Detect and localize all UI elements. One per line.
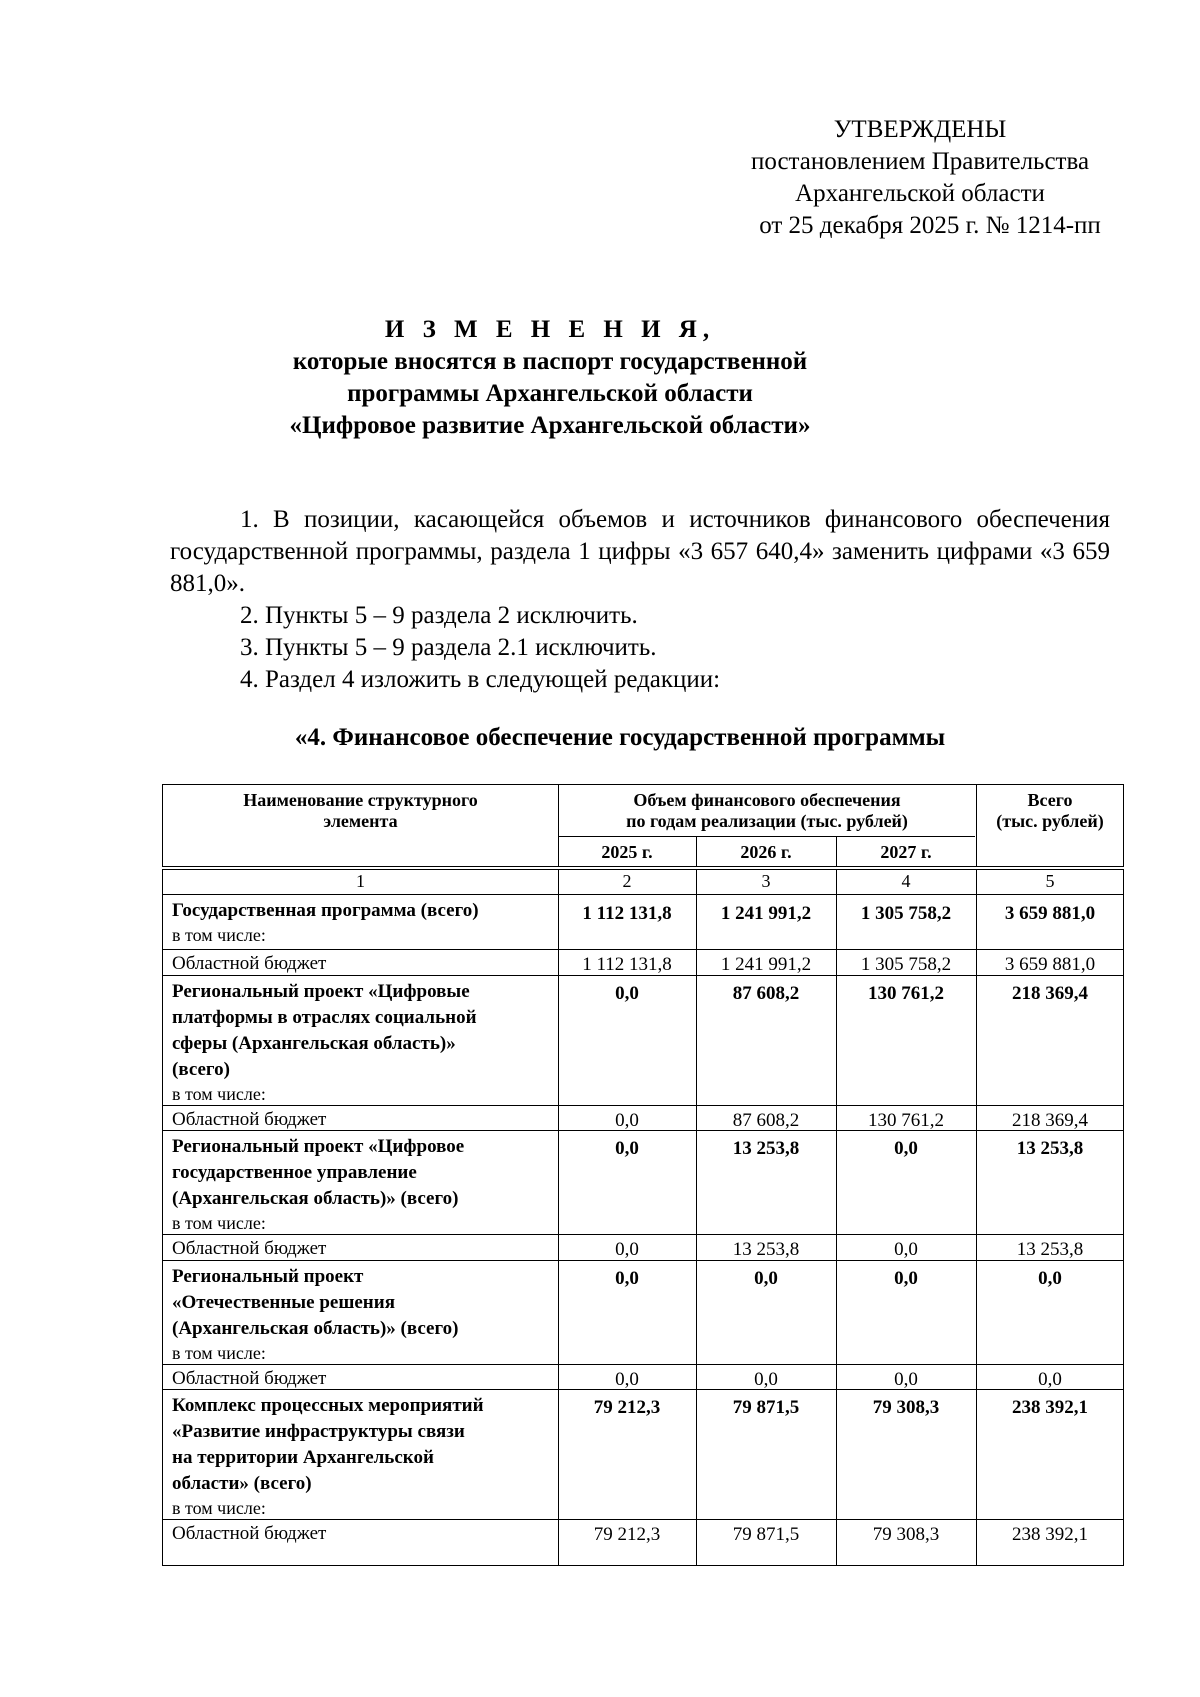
budget-2025: 0,0: [615, 1239, 639, 1260]
finance-table: [162, 869, 1124, 1566]
header-volume-line-1: Объем финансового обеспечения: [633, 790, 901, 810]
col-number-4: 4: [901, 871, 911, 891]
header-divider: [558, 836, 975, 837]
value-2027: 0,0: [894, 1138, 918, 1159]
value-2025: 0,0: [615, 1138, 639, 1159]
row-name-line: Региональный проект «Цифровые: [172, 981, 470, 1002]
paragraph-3: 3. Пункты 5 – 9 раздела 2.1 исключить.: [240, 634, 657, 661]
approval-line-date: от 25 декабря 2025 г. № 1214-пп: [759, 212, 1101, 239]
paragraph-4: 4. Раздел 4 изложить в следующей редакции:: [240, 666, 721, 693]
value-2026: 0,0: [754, 1268, 778, 1289]
header-volume-line-2: по годам реализации (тыс. рублей): [626, 811, 908, 831]
row-name-line: (Архангельская область)» (всего): [172, 1188, 459, 1209]
section-heading: «4. Финансовое обеспечение государственной программы: [294, 724, 946, 751]
budget-2026: 1 241 991,2: [720, 954, 812, 975]
budget-2026: 79 871,5: [732, 1524, 800, 1545]
row-name-line: сферы (Архангельская область)»: [172, 1033, 456, 1054]
paragraph-1: 1. В позиции, касающейся объемов и источников финансового обеспечения государственной программы, раздела 1 цифры «3 657 640,4» заменить цифрами «3 659 881,0».: [170, 506, 1110, 597]
row-divider: [163, 1130, 1123, 1131]
budget-label: Областной бюджет: [172, 1368, 327, 1389]
row-name-line: (всего): [172, 1059, 230, 1080]
budget-2025: 79 212,3: [593, 1524, 661, 1545]
budget-2027: 0,0: [894, 1239, 918, 1260]
document-title: [200, 314, 900, 442]
row-divider: [163, 1105, 1123, 1106]
col-number-3: 3: [761, 871, 771, 891]
row-domestic-solutions-name: [172, 1264, 552, 1364]
row-name-line: Региональный проект «Цифровое: [172, 1136, 465, 1157]
row-name-line: платформы в отраслях социальной: [172, 1007, 477, 1028]
value-2025: 0,0: [615, 1268, 639, 1289]
budget-2026: 87 608,2: [732, 1110, 800, 1131]
row-name-line: «Отечественные решения: [172, 1292, 395, 1313]
value-2025: 0,0: [615, 983, 639, 1004]
approval-title: УТВЕРЖДЕНЫ: [833, 116, 1007, 143]
budget-total: 218 369,4: [1012, 1110, 1088, 1131]
value-total: 238 392,1: [1012, 1397, 1088, 1418]
header-volume: [558, 790, 976, 832]
col-number-2: 2: [622, 871, 632, 891]
value-total: 0,0: [1038, 1268, 1062, 1289]
row-communication-infrastructure-name: [172, 1393, 552, 1519]
header-total-line-2: (тыс. рублей): [996, 811, 1104, 831]
sub-label: в том числе:: [172, 1498, 266, 1518]
header-year-2026: 2026 г.: [740, 842, 792, 862]
row-divider: [163, 1364, 1123, 1365]
row-divider: [163, 949, 1123, 950]
title-line-2: которые вносятся в паспорт государственной: [292, 348, 808, 375]
budget-total: 238 392,1: [1012, 1524, 1088, 1545]
row-divider: [163, 894, 1123, 895]
budget-total: 13 253,8: [1016, 1239, 1084, 1260]
row-divider: [163, 1519, 1123, 1520]
row-state-program-name: [172, 898, 552, 946]
budget-2027: 0,0: [894, 1369, 918, 1390]
row-name-line: (Архангельская область)» (всего): [172, 1318, 459, 1339]
header-total-line-1: Всего: [1027, 790, 1073, 810]
header-total: [976, 790, 1124, 832]
row-divider: [163, 975, 1123, 976]
row-divider: [163, 1389, 1123, 1390]
row-divider: [163, 1260, 1123, 1261]
header-name: [163, 790, 558, 832]
value-2027: 79 308,3: [872, 1397, 940, 1418]
value-2027: 1 305 758,2: [860, 903, 952, 924]
col-number-5: 5: [1045, 871, 1055, 891]
header-name-line-1: Наименование структурного: [243, 790, 478, 810]
value-2026: 79 871,5: [732, 1397, 800, 1418]
body-text: [170, 504, 1110, 696]
budget-2027: 79 308,3: [872, 1524, 940, 1545]
budget-2025: 0,0: [615, 1110, 639, 1131]
budget-label: Областной бюджет: [172, 953, 327, 974]
budget-2025: 0,0: [615, 1369, 639, 1390]
value-total: 13 253,8: [1016, 1138, 1084, 1159]
budget-2027: 130 761,2: [868, 1110, 944, 1131]
row-name-line: на территории Архангельской: [172, 1447, 434, 1468]
budget-2026: 0,0: [754, 1369, 778, 1390]
row-digital-platforms-name: [172, 979, 552, 1105]
value-2025: 79 212,3: [593, 1397, 661, 1418]
paragraph-2: 2. Пункты 5 – 9 раздела 2 исключить.: [240, 602, 638, 629]
budget-total: 3 659 881,0: [1004, 954, 1096, 975]
header-name-line-2: элемента: [323, 811, 398, 831]
sub-label: в том числе:: [172, 1084, 266, 1104]
row-divider: [163, 1234, 1123, 1235]
approval-line-region: Архангельской области: [795, 180, 1045, 207]
budget-label: Областной бюджет: [172, 1523, 327, 1544]
value-total: 218 369,4: [1012, 983, 1088, 1004]
col-number-1: 1: [356, 871, 365, 891]
header-year-2027: 2027 г.: [880, 842, 932, 862]
header-year-2025: 2025 г.: [601, 842, 653, 862]
value-2026: 87 608,2: [732, 983, 800, 1004]
value-2027: 0,0: [894, 1268, 918, 1289]
row-name-line: «Развитие инфраструктуры связи: [172, 1421, 465, 1442]
value-2025: 1 112 131,8: [582, 903, 672, 924]
row-name-line: Региональный проект: [172, 1266, 364, 1287]
value-total: 3 659 881,0: [1004, 903, 1096, 924]
value-2026: 1 241 991,2: [720, 903, 812, 924]
budget-label: Областной бюджет: [172, 1109, 327, 1130]
budget-2027: 1 305 758,2: [860, 954, 952, 975]
approval-line-resolution: постановлением Правительства: [750, 148, 1090, 175]
row-name-line: области» (всего): [172, 1473, 312, 1494]
value-2026: 13 253,8: [732, 1138, 800, 1159]
row-name-line: Государственная программа (всего): [172, 900, 479, 921]
title-line-4: «Цифровое развитие Архангельской области»: [289, 412, 811, 439]
sub-label: в том числе:: [172, 1213, 266, 1233]
table-header: [162, 784, 1124, 867]
budget-label: Областной бюджет: [172, 1238, 327, 1259]
row-digital-government-name: [172, 1134, 552, 1234]
budget-2025: 1 112 131,8: [582, 954, 672, 975]
sub-label: в том числе:: [172, 925, 266, 945]
sub-label: в том числе:: [172, 1343, 266, 1363]
value-2027: 130 761,2: [868, 983, 944, 1004]
budget-2026: 13 253,8: [732, 1239, 800, 1260]
title-changes: И З М Е Н Е Н И Я,: [384, 316, 716, 343]
title-line-3: программы Архангельской области: [347, 380, 753, 407]
row-name-line: Комплекс процессных мероприятий: [172, 1395, 484, 1416]
budget-total: 0,0: [1038, 1369, 1062, 1390]
row-name-line: государственное управление: [172, 1162, 417, 1183]
approval-block: [700, 114, 1140, 242]
